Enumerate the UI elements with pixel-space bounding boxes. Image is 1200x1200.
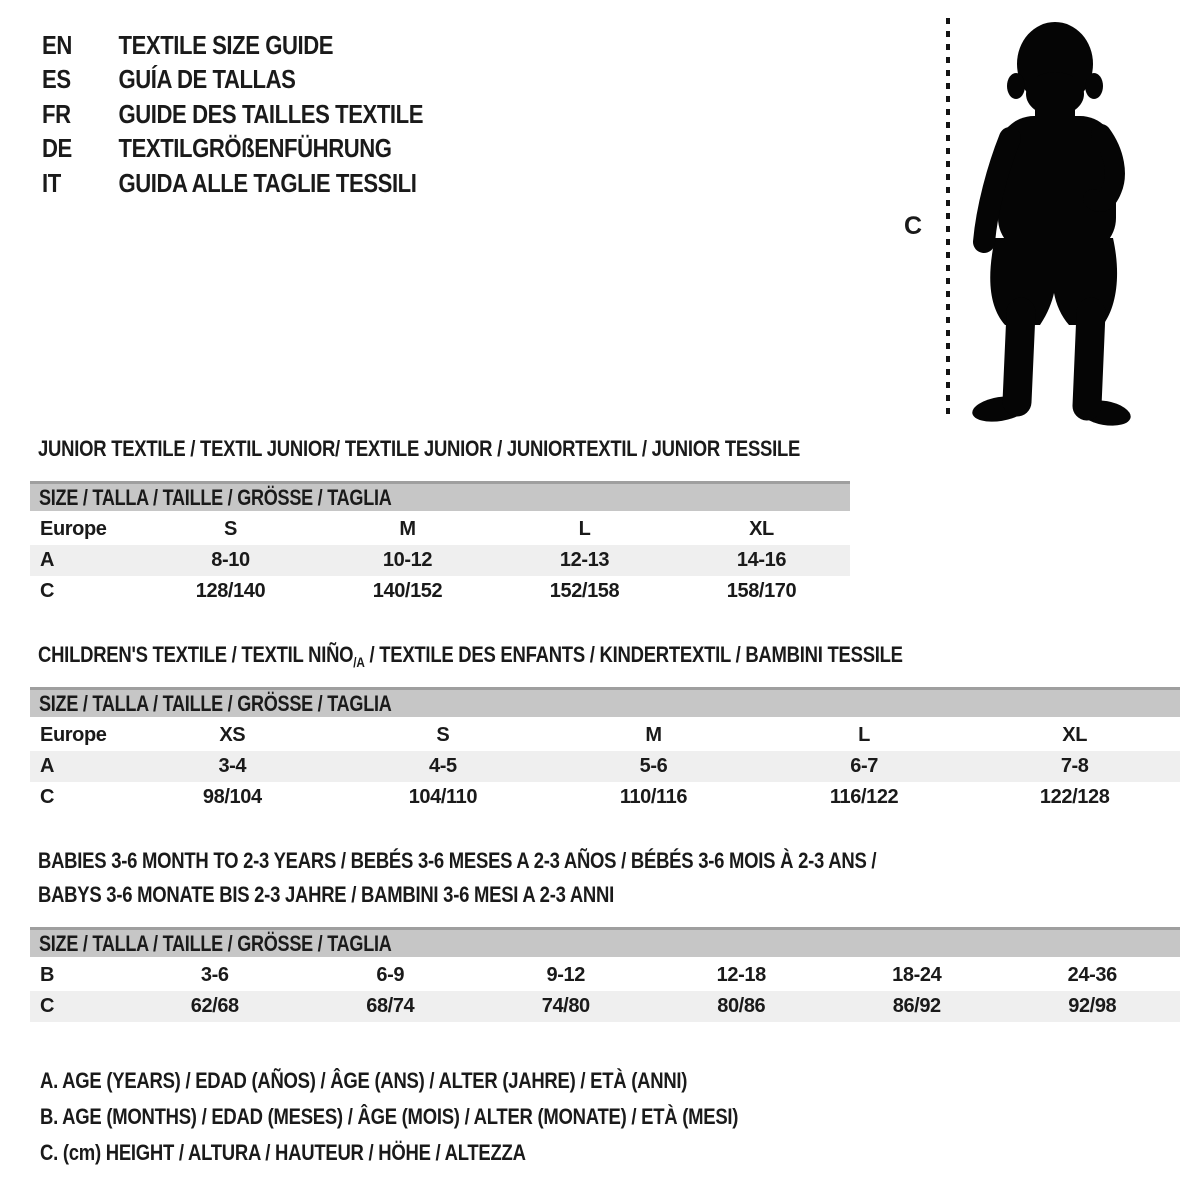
children-size-table: [30, 687, 1180, 813]
row-label: B: [40, 964, 55, 986]
cell-value: 7-8: [1060, 755, 1089, 777]
language-title: GUIDE DES TAILLES TEXTILE: [118, 98, 424, 129]
cell-value: S: [436, 724, 450, 746]
language-title: TEXTILGRÖßENFÜHRUNG: [118, 133, 392, 164]
table-row-height: [30, 576, 850, 607]
cell-value: 158/170: [726, 580, 797, 602]
language-title: GUÍA DE TALLAS: [118, 64, 296, 95]
language-code: IT: [42, 167, 61, 198]
cell-value: 98/104: [202, 786, 262, 808]
table-header-label: SIZE / TALLA / TAILLE / GRÖSSE / TAGLIA: [39, 690, 392, 716]
row-label: Europe: [40, 518, 107, 540]
cell-value: 92/98: [1068, 995, 1117, 1017]
cell-value: 24-36: [1067, 964, 1117, 986]
cell-value: 18-24: [892, 964, 942, 986]
cell-value: 122/128: [1039, 786, 1110, 808]
children-title-post: / TEXTILE DES ENFANTS / KINDERTEXTIL / BAMBINI TESSILE: [364, 642, 903, 667]
table-row-height: [30, 782, 1180, 813]
row-label: C: [40, 786, 55, 808]
cell-value: 5-6: [639, 755, 668, 777]
cell-value: 128/140: [195, 580, 266, 602]
children-title-pre: CHILDREN'S TEXTILE / TEXTIL NIÑO: [38, 642, 354, 667]
cell-value: 68/74: [366, 995, 415, 1017]
cell-value: 86/92: [892, 995, 941, 1017]
height-measure-dashed-line: [946, 18, 950, 415]
language-row-en: [42, 28, 423, 63]
cell-value: 6-9: [376, 964, 405, 986]
cell-value: 8-10: [211, 549, 250, 571]
legend-line-age-months: B. AGE (MONTHS) / EDAD (MESES) / ÂGE (MOIS) / ALTER (MONATE) / ETÀ (MESI): [40, 1104, 739, 1129]
cell-value: M: [645, 724, 662, 746]
language-title: TEXTILE SIZE GUIDE: [118, 29, 334, 60]
language-row-de: [42, 132, 423, 167]
language-title: GUIDA ALLE TAGLIE TESSILI: [118, 167, 417, 198]
cell-value: 12-13: [559, 549, 610, 571]
cell-value: 14-16: [736, 549, 787, 571]
cell-value: 6-7: [850, 755, 878, 777]
table-header: [30, 481, 850, 511]
table-row-months: [30, 960, 1180, 991]
cell-value: 12-18: [716, 964, 766, 986]
row-label: Europe: [40, 724, 107, 746]
baby-silhouette-icon: [960, 12, 1146, 426]
cell-value: 74/80: [541, 995, 590, 1017]
cell-value: L: [578, 518, 591, 540]
cell-value: 4-5: [429, 755, 457, 777]
babies-size-table: [30, 927, 1180, 1022]
cell-value: XL: [749, 518, 774, 540]
table-header-label: SIZE / TALLA / TAILLE / GRÖSSE / TAGLIA: [39, 930, 392, 956]
legend-line-height: C. (cm) HEIGHT / ALTURA / HAUTEUR / HÖHE / ALTEZZA: [40, 1140, 526, 1165]
row-label: A: [40, 549, 55, 571]
language-row-it: [42, 166, 423, 201]
cell-value: 104/110: [408, 786, 478, 808]
language-row-es: [42, 63, 423, 98]
children-section-title: [38, 642, 903, 670]
language-code: DE: [42, 133, 72, 164]
cell-value: 110/116: [619, 786, 688, 808]
junior-section-title: JUNIOR TEXTILE / TEXTIL JUNIOR/ TEXTILE JUNIOR / JUNIORTEXTIL / JUNIOR TESSILE: [38, 436, 801, 461]
table-header: [30, 927, 1180, 957]
table-row-height: [30, 991, 1180, 1022]
cell-value: 10-12: [382, 549, 433, 571]
cell-value: 116/122: [829, 786, 899, 808]
language-list: [42, 28, 490, 201]
cell-value: XL: [1062, 724, 1088, 746]
cell-value: XS: [219, 724, 246, 746]
cell-value: 3-4: [218, 755, 247, 777]
children-title-subscript: /A: [353, 654, 365, 670]
cell-value: 9-12: [546, 964, 585, 986]
legend-line-age-years: A. AGE (YEARS) / EDAD (AÑOS) / ÂGE (ANS) / ALTER (JAHRE) / ETÀ (ANNI): [40, 1068, 688, 1093]
cell-value: L: [858, 724, 870, 746]
babies-section-title-line1: BABIES 3-6 MONTH TO 2-3 YEARS / BEBÉS 3-6 MESES A 2-3 AÑOS / BÉBÉS 3-6 MOIS À 2-3 ANS /: [38, 848, 877, 873]
table-header: [30, 687, 1180, 717]
cell-value: S: [224, 518, 237, 540]
babies-section-title-line2: BABYS 3-6 MONATE BIS 2-3 JAHRE / BAMBINI 3-6 MESI A 2-3 ANNI: [38, 882, 614, 907]
row-label: C: [40, 995, 55, 1017]
table-row-europe: [30, 514, 850, 545]
language-code: FR: [42, 98, 71, 129]
language-code: ES: [42, 64, 71, 95]
row-label: C: [40, 580, 55, 602]
language-row-fr: [42, 97, 423, 132]
table-row-age: [30, 545, 850, 576]
language-code: EN: [42, 29, 72, 60]
cell-value: 152/158: [549, 580, 620, 602]
table-row-age: [30, 751, 1180, 782]
height-measure-label: C: [904, 212, 923, 240]
cell-value: 3-6: [200, 964, 229, 986]
row-label: A: [40, 755, 55, 777]
table-header-label: SIZE / TALLA / TAILLE / GRÖSSE / TAGLIA: [39, 484, 392, 510]
cell-value: M: [399, 518, 416, 540]
cell-value: 140/152: [372, 580, 443, 602]
table-row-europe: [30, 720, 1180, 751]
cell-value: 80/86: [717, 995, 766, 1017]
junior-size-table: [30, 481, 850, 607]
cell-value: 62/68: [190, 995, 239, 1017]
